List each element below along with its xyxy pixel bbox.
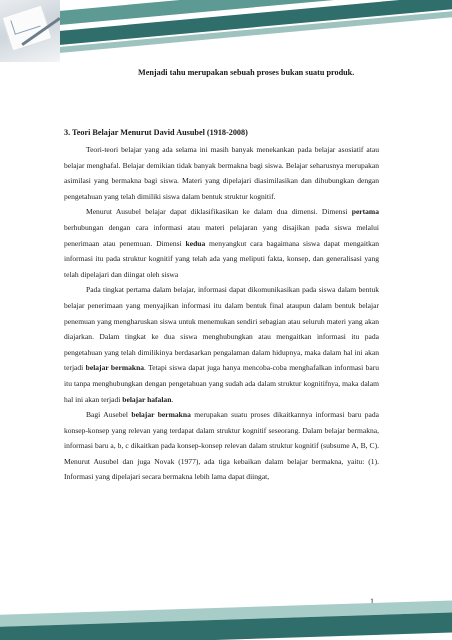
- paragraph-4: Bagi Ausebel belajar bermakna merupakan suatu proses dikaitkannya informasi baru pada konsep-konsep yang relevan yang terdapat dalam struktur kognitif seseorang. Dalam belajar bermakna, informasi baru a, b, c dikaitkan pada konsep-konsep relevan dalam struktur kognitif (subsume A, B, C). Menurut Ausubel dan juga Novak (1977), ada tiga kebaikan dalam belajar bermakna, yaitu: (1). Informasi yang dipelajari secara bermakna lebih lama dapat diingat,: [64, 410, 379, 482]
- paragraph-1: Teori-teori belajar yang ada selama ini masih banyak menekankan pada belajar asosiatif atau belajar menghafal. Belajar demikian tidak banyak bermakna bagi siswa. Belajar seharusnya merupakan asimilasi yang bermakna bagi siswa. Materi yang dipelajari diasimilasikan dan dihubungkan dengan pengetahuan yang telah dimiliki siswa dalam bentuk struktur kognitif.: [64, 145, 379, 201]
- quote-text: Menjadi tahu merupakan sebuah proses bukan suatu produk.: [138, 68, 355, 77]
- section-body: [64, 142, 379, 485]
- header-desk-photo: [0, 0, 60, 62]
- section-ausubel: [64, 128, 379, 485]
- paragraph-2: Menurut Ausubel belajar dapat diklasifikasikan ke dalam dua dimensi. Dimensi pertama berhubungan dengan cara informasi atau materi pelajaran yang disajikan pada siswa melalui penerimaan atau penemuan. Dimensi kedua menyangkut cara bagaimana siswa dapat mengaitkan informasi itu pada struktur kognitif yang telah ada yang meliputi fakta, konsep, dan generalisasi yang telah dipelajari dan diingat oleh siswa: [64, 207, 379, 279]
- section-title: 3. Teori Belajar Menurut David Ausubel (1918-2008): [64, 128, 248, 137]
- paragraph-3: Pada tingkat pertama dalam belajar, informasi dapat dikomunikasikan pada siswa dalam bentuk belajar penerimaan yang menyajikan informasi itu dalam bentuk final ataupun dalam bentuk belajar penemuan yang mengharuskan siswa untuk menemukan sendiri sebagian atau seluruh materi yang akan diajarkan. Dalam tingkat ke dua siswa menghubungkan atau mengaitkan informasi itu pada pengetahuan yang telah dimilikinya berdasarkan pengalaman dalam hidupnya, maka dalam hal ini akan terjadi belajar bermakna. Tetapi siswa dapat juga hanya mencoba-coba menghafalkan informasi baru itu tanpa menghubungkan dengan pengetahuan yang sudah ada dalam struktur kognitifnya, maka dalam hal ini akan terjadi belajar hafalan.: [64, 285, 379, 404]
- page-number: 1: [370, 597, 374, 606]
